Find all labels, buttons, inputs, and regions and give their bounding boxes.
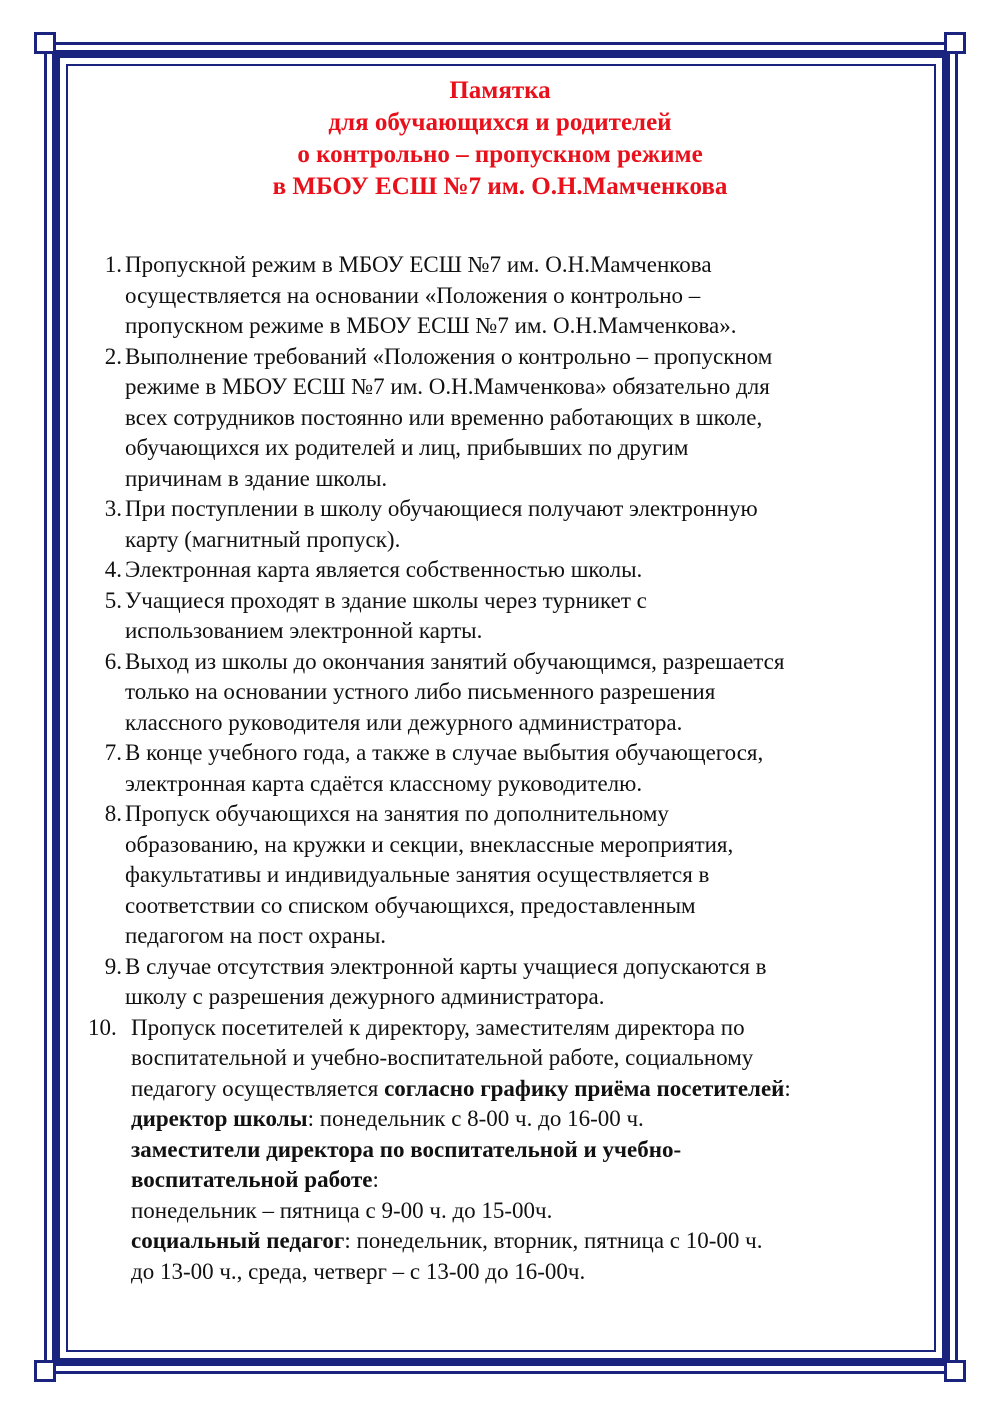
list-item-number: 2. (104, 343, 122, 369)
list-item-line: Выполнение требований «Положения о контрольно – пропускном (125, 343, 773, 369)
list-item-8 (88, 799, 918, 952)
list-item-line: классного руководителя или дежурного администратора. (125, 709, 683, 735)
list-item-line: пропускном режиме в МБОУ ЕСШ №7 им. О.Н.Мамченкова». (125, 313, 737, 338)
title-line: Памятка (449, 77, 551, 104)
list-item-number: 10. (88, 1014, 117, 1040)
social-pedagogue-hours-cont: до 13-00 ч., среда, четверг – с 13-00 до 16-00ч. (131, 1258, 586, 1284)
list-item-line: обучающихся их родителей и лиц, прибывших по другим (125, 435, 689, 460)
list-item-line: Электронная карта является собственностью школы. (125, 557, 643, 582)
title-line: для обучающихся и родителей (328, 109, 672, 136)
list-item-9 (88, 952, 918, 1013)
list-item-line: только на основании устного либо письменного разрешения (125, 679, 716, 704)
list-item-line: соответствии со списком обучающихся, предоставленным (125, 892, 696, 918)
deputies-label: заместители директора по воспитательной и учебно- (131, 1136, 682, 1162)
list-item-line: электронная карта сдаётся классному руководителю. (125, 770, 643, 796)
text-segment: педагогу осуществляется (131, 1075, 385, 1101)
deputies-hours: понедельник – пятница с 9-00 ч. до 15-00ч. (131, 1197, 553, 1223)
list-item-3 (88, 494, 918, 555)
title-line: о контрольно – пропускном режиме (297, 141, 703, 168)
list-item-line: В конце учебного года, а также в случае выбытия обучающегося, (125, 740, 764, 765)
schedule-social (131, 1226, 918, 1257)
deputies-label: воспитательной работе (131, 1167, 373, 1192)
list-item-4 (88, 555, 918, 586)
list-item-line: Пропускной режим в МБОУ ЕСШ №7 им. О.Н.Мамченкова (125, 252, 712, 277)
title-line: в МБОУ ЕСШ №7 им. О.Н.Мамченкова (272, 173, 728, 200)
frame-corner-bottom-left (34, 1360, 56, 1382)
list-item-line: всех сотрудников постоянно или временно работающих в школе, (125, 404, 763, 430)
schedule-deputies-label-cont (131, 1165, 918, 1196)
list-item-number: 1. (104, 252, 122, 277)
list-item-number: 4. (104, 557, 122, 582)
document-title (90, 75, 910, 203)
rules-items (88, 250, 918, 1013)
frame-corner-top-left (34, 32, 56, 54)
list-item-line: В случае отсутствия электронной карты учащиеся допускаются в (125, 953, 767, 979)
list-item-line (131, 1074, 918, 1105)
list-item-1 (88, 250, 918, 342)
list-item-2 (88, 342, 918, 495)
schedule-director (131, 1104, 918, 1135)
list-item-number: 9. (104, 953, 122, 979)
list-item-10 (88, 1013, 918, 1288)
text-segment: : (784, 1075, 791, 1101)
list-item-line: Пропуск посетителей к директору, заместителям директора по (131, 1014, 745, 1040)
list-item-line: режиме в МБОУ ЕСШ №7 им. О.Н.Мамченкова» обязательно для (125, 374, 770, 399)
list-item-line: При поступлении в школу обучающиеся получают электронную (125, 496, 758, 521)
list-item-number: 8. (104, 801, 122, 826)
frame-corner-bottom-right (944, 1360, 966, 1382)
list-item-line: Выход из школы до окончания занятий обучающимся, разрешается (125, 648, 785, 674)
list-item-line: карту (магнитный пропуск). (125, 526, 401, 552)
schedule-heading: согласно графику приёма посетителей (384, 1075, 785, 1101)
list-item-line: школу с разрешения дежурного администратора. (125, 984, 605, 1009)
schedule-deputies-label (131, 1135, 918, 1166)
list-item-number: 6. (104, 648, 122, 674)
list-item-line: педагогом на пост охраны. (125, 923, 387, 948)
list-item-line: осуществляется на основании «Положения о контрольно – (125, 282, 701, 308)
director-label: директор школы (131, 1106, 308, 1131)
list-item-line: Пропуск обучающихся на занятия по дополнительному (125, 801, 669, 826)
list-item-line: Учащиеся проходят в здание школы через турникет с (125, 587, 647, 613)
list-item-5 (88, 586, 918, 647)
rules-list (88, 250, 918, 1287)
director-hours: : понедельник с 8-00 ч. до 16-00 ч. (307, 1106, 644, 1131)
text-segment: : (372, 1167, 379, 1192)
list-item-line: использованием электронной карты. (125, 618, 483, 643)
list-item-6 (88, 647, 918, 739)
list-item-number: 7. (104, 740, 122, 765)
frame-corner-top-right (944, 32, 966, 54)
list-item-number: 5. (104, 587, 122, 613)
list-item-number: 3. (104, 496, 122, 521)
social-pedagogue-hours: : понедельник, вторник, пятница с 10-00 ч. (344, 1228, 763, 1253)
list-item-line: факультативы и индивидуальные занятия осуществляется в (125, 862, 710, 887)
list-item-line: воспитательной и учебно-воспитательной работе, социальному (131, 1045, 754, 1070)
social-pedagogue-label: социальный педагог (131, 1228, 345, 1253)
list-item-line: образованию, на кружки и секции, внеклассные мероприятия, (125, 831, 734, 857)
list-item-7 (88, 738, 918, 799)
list-item-line: причинам в здание школы. (125, 465, 388, 491)
